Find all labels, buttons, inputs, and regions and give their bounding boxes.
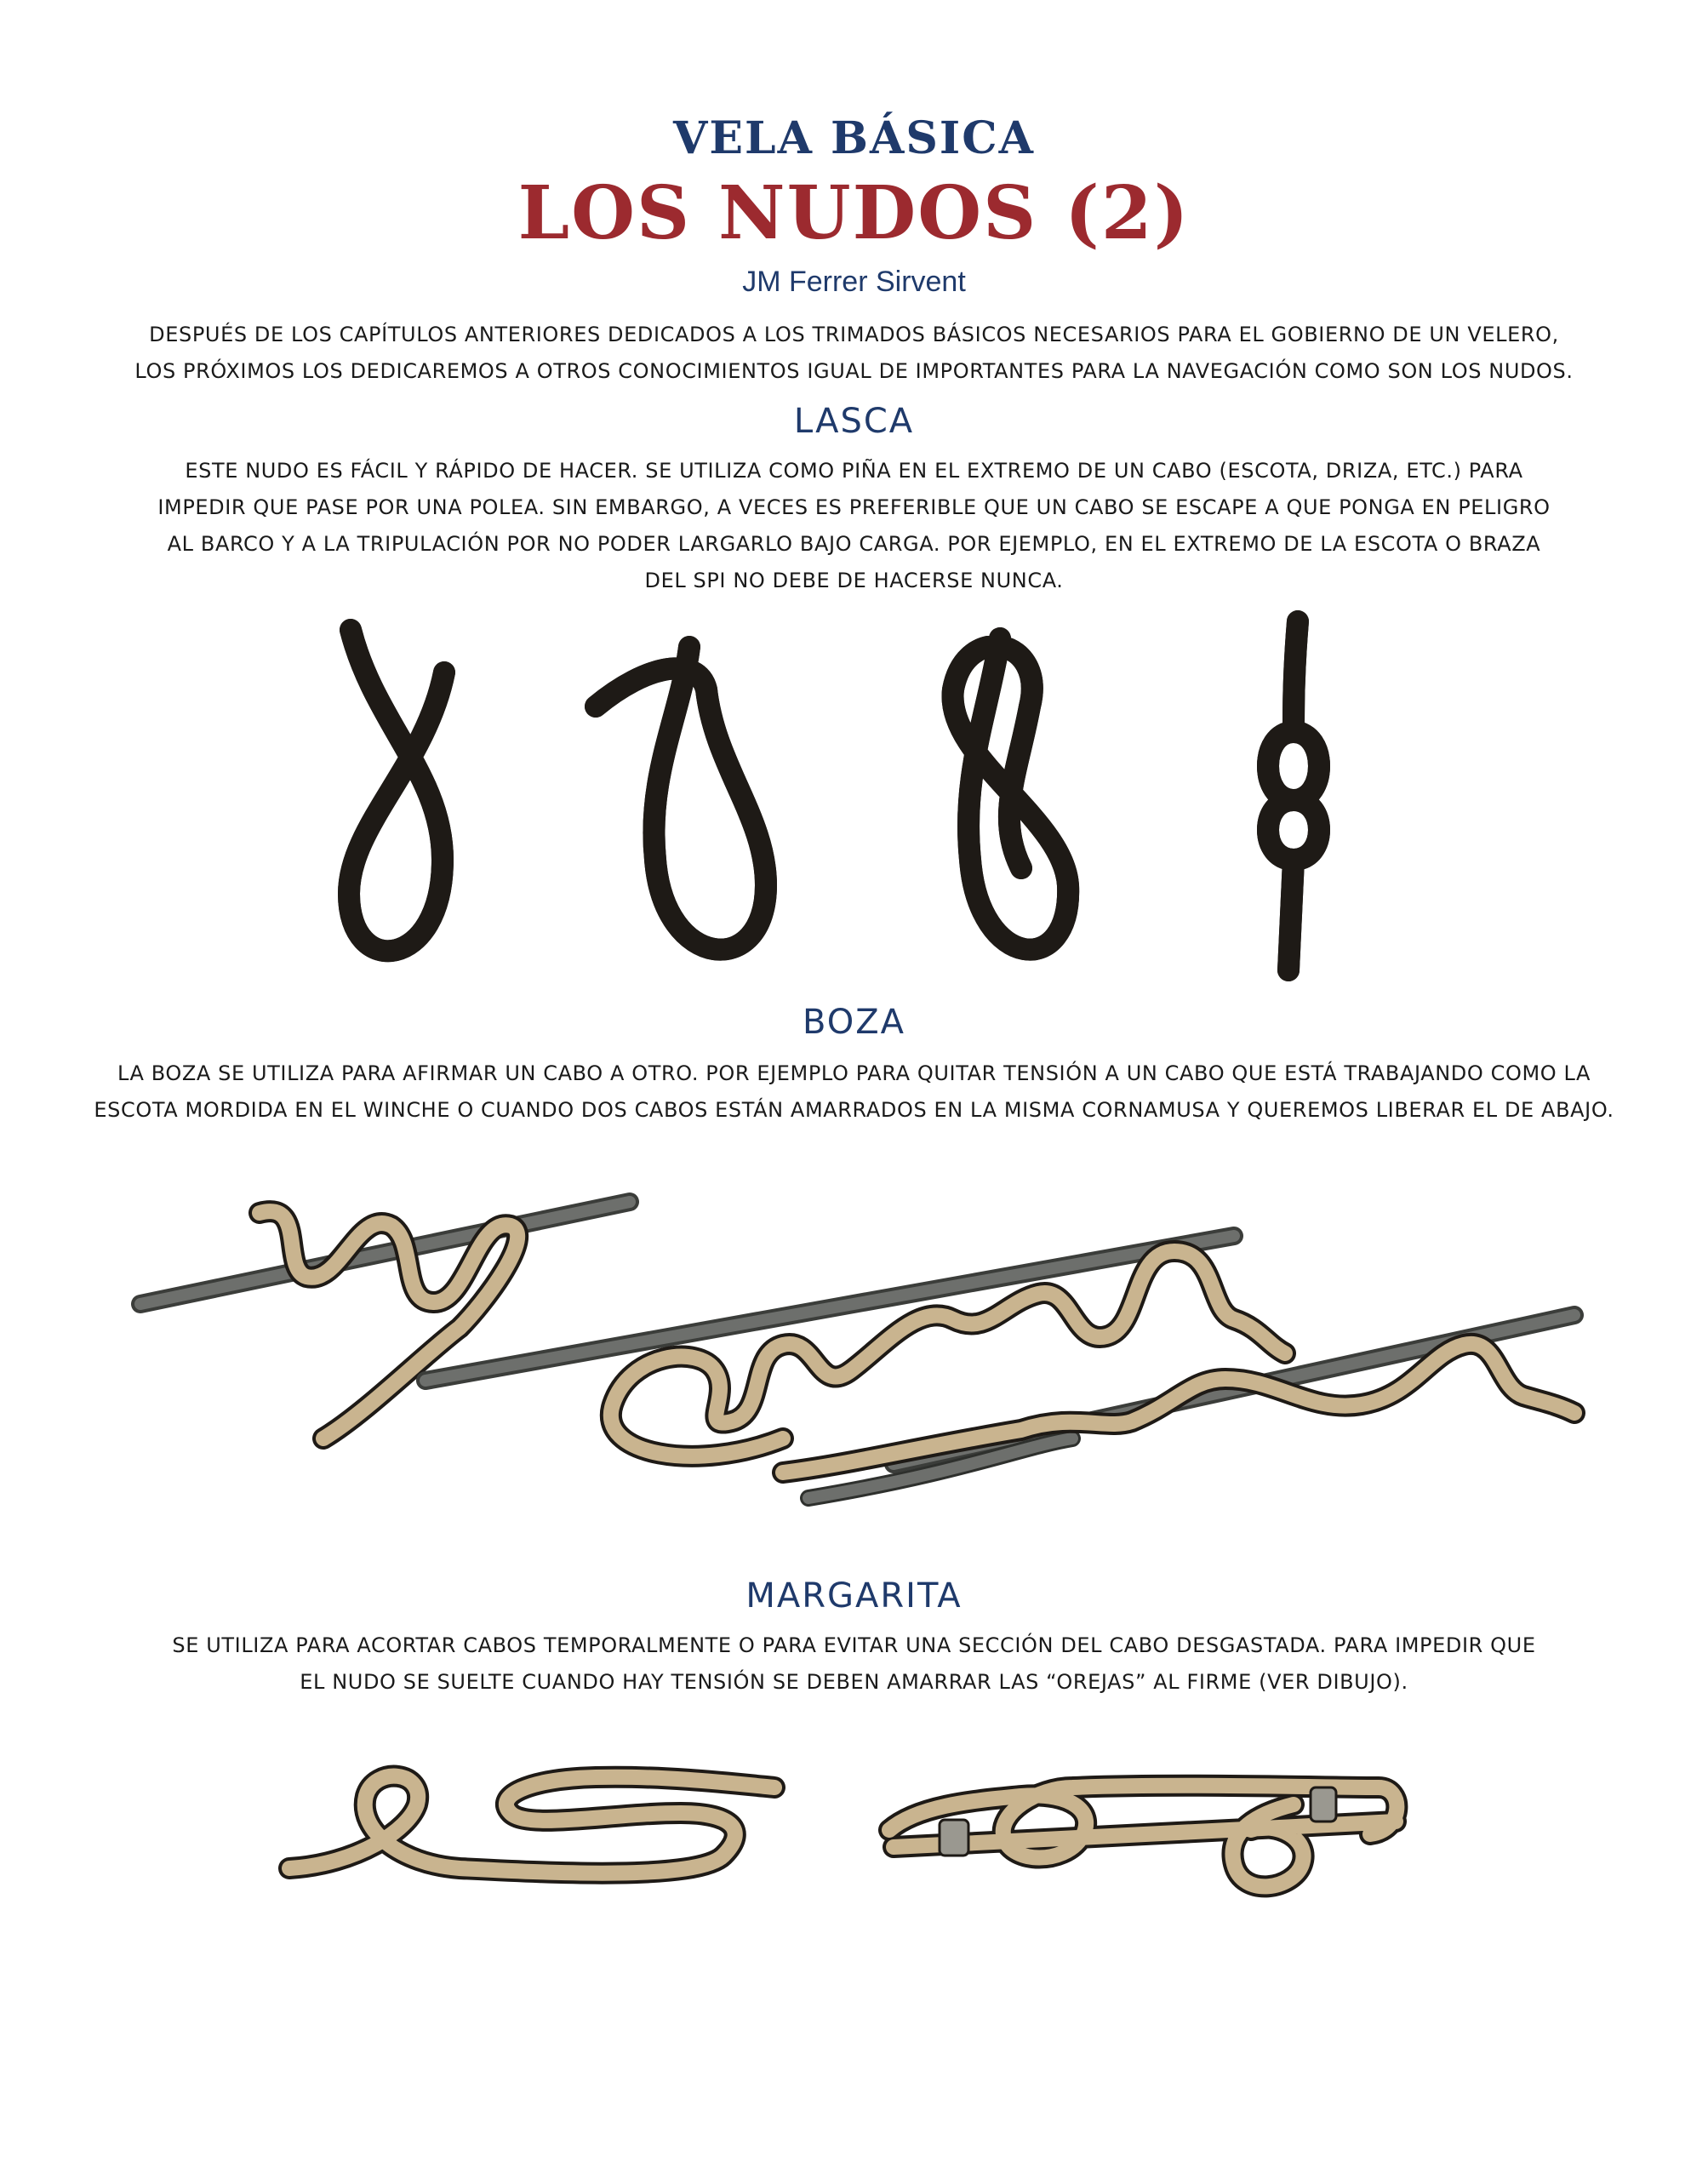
lasca-illustration [0,604,1708,996]
rope-fill [952,638,1068,950]
lasca-step-2 [596,647,766,950]
section-heading-lasca: LASCA [793,402,915,441]
section-heading-margarita: MARGARITA [745,1576,963,1616]
lasca-step-4 [1268,621,1319,970]
boza-line: ESCOTA MORDIDA EN EL WINCHE O CUANDO DOS CABOS ESTÁN AMARRADOS EN LA MISMA CORNAMUSA Y QUEREMOS LIBERAR EL DE ABAJO. [94,1098,1614,1122]
intro-paragraph [0,317,1708,390]
rope-fill [596,647,766,950]
margarita-step-1 [289,1776,774,1873]
lasca-line: IMPEDIR QUE PASE POR UNA POLEA. SIN EMBARGO, A VECES ES PREFERIBLE QUE UN CABO SE ESCAPE A QUE PONGA EN PELIGRO [157,495,1551,519]
margarita-line: EL NUDO SE SUELTE CUANDO HAY TENSIÓN SE DEBEN AMARRAR LAS “OREJAS” AL FIRME (VER DIBUJO). [300,1670,1408,1694]
lasca-step-1 [349,630,444,951]
lasca-line: DEL SPI NO DEBE DE HACERSE NUNCA. [644,569,1064,592]
lasca-line: AL BARCO Y A LA TRIPULACIÓN POR NO PODER LARGARLO BAJO CARGA. POR EJEMPLO, EN EL EXTREMO DE LA ESCOTA O BRAZA [167,532,1541,556]
intro-line: DESPUÉS DE LOS CAPÍTULOS ANTERIORES DEDICADOS A LOS TRIMADOS BÁSICOS NECESARIOS PARA EL GOBIERNO DE UN VELERO, [149,323,1559,346]
section-heading-boza: BOZA [803,1003,905,1042]
lasca-step-3 [952,638,1068,950]
page-title: LOS NUDOS (2) [517,170,1191,256]
margarita-step-2 [889,1786,1397,1887]
boza-step-1 [140,1202,630,1438]
margarita-paragraph [0,1627,1708,1701]
boza-step-2 [426,1236,1285,1456]
lasca-paragraph [0,453,1708,599]
author-byline: JM Ferrer Sirvent [742,266,966,298]
boza-illustration [0,1149,1708,1507]
spar-fill [426,1236,1234,1381]
intro-line: LOS PRÓXIMOS LOS DEDICAREMOS A OTROS CONOCIMIENTOS IGUAL DE IMPORTANTES PARA LA NAVEGACIÓN COMO SON LOS NUDOS. [134,359,1574,383]
margarita-line: SE UTILIZA PARA ACORTAR CABOS TEMPORALMENTE O PARA EVITAR UNA SECCIÓN DEL CABO DESGASTADA. PARA IMPEDIR QUE [172,1633,1536,1657]
rope-fill [349,630,444,951]
margarita-illustration [0,1736,1708,1941]
lasca-line: ESTE NUDO ES FÁCIL Y RÁPIDO DE HACER. SE UTILIZA COMO PIÑA EN EL EXTREMO DE UN CABO (ESCOTA, DRIZA, ETC.) PARA [185,459,1523,483]
boza-line: LA BOZA SE UTILIZA PARA AFIRMAR UN CABO A OTRO. POR EJEMPLO PARA QUITAR TENSIÓN A UN CABO QUE ESTÁ TRABAJANDO COMO LA [117,1061,1591,1085]
rope-fill [1268,621,1319,970]
whipping-mark [940,1820,968,1856]
whipping-mark [1311,1787,1336,1822]
boza-paragraph [0,1055,1708,1129]
kicker: VELA BÁSICA [673,112,1035,164]
